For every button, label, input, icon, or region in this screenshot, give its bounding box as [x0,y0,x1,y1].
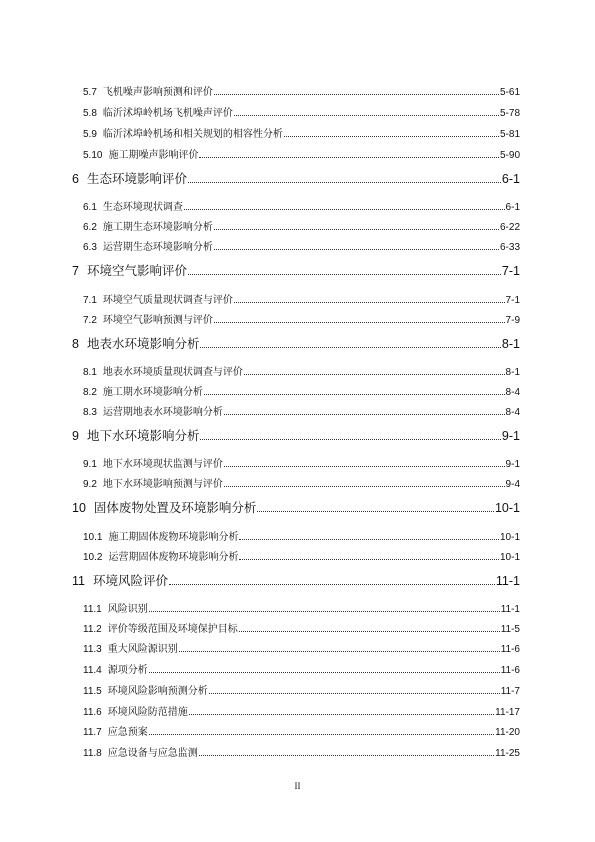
dot-leader [214,248,499,250]
page-reference: 5-90 [499,150,520,161]
dot-leader [199,754,494,756]
page-reference: 8-1 [501,337,520,351]
toc-chapter-10[interactable] [72,498,520,518]
page-reference: 11-1 [495,574,520,588]
section-title: 应急设备与应急监测 [107,748,198,759]
toc-entry-11-1[interactable] [83,600,520,616]
section-title: 临沂沭埠岭机场和相关规划的相容性分析 [102,129,283,140]
chapter-title: 固体废物处置及环境影响分析 [93,500,257,515]
section-title: 源项分析 [107,665,148,676]
chapter-title: 环境空气影响评价 [86,263,187,278]
section-title: 环境空气质量现状调查与评价 [102,295,233,306]
dot-leader [214,93,499,95]
chapter-title: 地表水环境影响分析 [86,336,200,351]
dot-leader [284,135,499,137]
toc-entry-10-1[interactable] [83,528,520,544]
dot-leader [204,393,505,395]
toc-entry-5-8[interactable] [83,104,520,120]
chapter-title: 地下水环境影响分析 [86,428,200,443]
toc-chapter-7[interactable] [72,261,520,281]
section-number: 11.4 [83,665,102,676]
page-reference: 11-25 [495,748,520,759]
page-reference: 5-61 [499,87,520,98]
section-number: 11.8 [83,748,102,759]
dot-leader [224,485,505,487]
section-title: 重大风险源识别 [107,644,178,655]
section-number: 5.8 [83,108,97,119]
dot-leader [200,438,500,440]
section-title: 环境空气影响预测与评价 [102,315,213,326]
dot-leader [149,610,500,612]
section-number: 9.1 [83,459,97,470]
section-number: 7.1 [83,295,97,306]
section-title: 运营期地表水环境影响分析 [102,407,223,418]
section-number: 7.2 [83,315,97,326]
section-title: 评价等级范围及环境保护目标 [107,624,238,635]
chapter-number: 8 [72,337,79,351]
section-number: 9.2 [83,479,97,490]
toc-entry-11-4[interactable] [83,661,520,677]
page-reference: 6-1 [501,172,520,186]
dot-leader [244,373,505,375]
section-number: 6.1 [83,202,97,213]
section-number: 11.5 [83,686,102,697]
section-title: 施工期生态环境影响分析 [102,222,213,233]
section-title: 生态环境现状调查 [102,202,183,213]
chapter-number: 10 [72,501,86,515]
section-number: 11.1 [83,604,102,615]
toc-entry-9-1[interactable] [83,455,520,471]
dot-leader [234,114,499,116]
section-number: 11.7 [83,727,102,738]
page-reference: 9-4 [505,479,520,490]
dot-leader [199,156,499,158]
dot-leader [214,321,505,323]
toc-entry-11-5[interactable] [83,682,520,698]
page-reference: 11-5 [500,624,520,635]
section-number: 5.7 [83,87,97,98]
section-number: 5.9 [83,129,97,140]
toc-chapter-8[interactable] [72,334,520,354]
toc-entry-11-7[interactable] [83,723,520,739]
page-footer-number: II [294,781,301,791]
toc-entry-11-6[interactable] [83,703,520,719]
page-reference: 7-1 [505,295,520,306]
toc-entry-6-2[interactable] [83,218,520,234]
page-reference: 9-1 [505,459,520,470]
dot-leader [188,181,501,183]
page-reference: 10-1 [499,552,520,563]
page-reference: 9-1 [501,429,520,443]
toc-entry-11-3[interactable] [83,640,520,656]
dot-leader [224,413,505,415]
section-number: 11.2 [83,624,102,635]
page-reference: 11-17 [495,707,520,718]
chapter-number: 9 [72,429,79,443]
page-reference: 7-9 [505,315,520,326]
page-reference: 10-1 [499,532,520,543]
chapter-title: 环境风险评价 [92,573,168,588]
chapter-title: 生态环境影响评价 [86,171,187,186]
section-number: 10.2 [83,552,103,563]
section-title: 运营期生态环境影响分析 [102,242,213,253]
section-number: 8.1 [83,367,97,378]
section-title: 地表水环境质量现状调查与评价 [102,367,243,378]
section-title: 运营期固体废物环境影响分析 [108,552,239,563]
dot-leader [224,465,505,467]
toc-entry-5-10[interactable] [83,146,520,162]
dot-leader [184,208,505,210]
toc-entry-7-1[interactable] [83,291,520,307]
dot-leader [179,650,500,652]
section-title: 环境风险防范措施 [107,707,188,718]
page-reference: 7-1 [501,264,520,278]
dot-leader [239,538,499,540]
page-reference: 11-7 [500,686,520,697]
toc-entry-7-2[interactable] [83,311,520,327]
section-title: 地下水环境影响预测与评价 [102,479,223,490]
dot-leader [239,630,500,632]
page-reference: 11-6 [500,644,520,655]
section-title: 环境风险影响预测分析 [107,686,208,697]
dot-leader [214,228,499,230]
toc-entry-5-7[interactable] [83,83,520,99]
page-reference: 10-1 [494,501,520,515]
section-number: 8.3 [83,407,97,418]
section-title: 施工期水环境影响分析 [102,387,203,398]
toc-entry-8-1[interactable] [83,363,520,379]
chapter-number: 11 [72,574,85,588]
page-reference: 6-33 [499,242,520,253]
chapter-number: 7 [72,264,79,278]
toc-entry-5-9[interactable] [83,125,520,141]
toc-chapter-9[interactable] [72,426,520,446]
chapter-number: 6 [72,172,79,186]
dot-leader [257,510,494,512]
section-title: 施工期固体废物环境影响分析 [108,532,239,543]
dot-leader [149,671,500,673]
section-number: 10.1 [83,532,103,543]
section-title: 应急预案 [107,727,148,738]
section-number: 5.10 [83,150,103,161]
toc-entry-8-2[interactable] [83,383,520,399]
section-number: 11.3 [83,644,102,655]
toc-chapter-6[interactable] [72,169,520,189]
section-title: 地下水环境现状监测与评价 [102,459,223,470]
page-reference: 5-81 [499,129,520,140]
page-reference: 11-1 [500,604,520,615]
section-number: 11.6 [83,707,102,718]
section-title: 施工期噪声影响评价 [108,150,199,161]
toc-entry-6-1[interactable] [83,198,520,214]
dot-leader [234,301,505,303]
section-number: 6.3 [83,242,97,253]
page-reference: 11-20 [495,727,520,738]
toc-entry-11-2[interactable] [83,620,520,636]
toc-entry-8-3[interactable] [83,403,520,419]
page-reference: 8-1 [505,367,520,378]
section-title: 飞机噪声影响预测和评价 [102,87,213,98]
section-number: 6.2 [83,222,97,233]
dot-leader [189,713,494,715]
page-reference: 8-4 [505,407,520,418]
page-reference: 6-1 [505,202,520,213]
section-title: 风险识别 [107,604,148,615]
dot-leader [200,346,500,348]
toc-entry-6-3[interactable] [83,238,520,254]
page-reference: 8-4 [505,387,520,398]
page-reference: 5-78 [499,108,520,119]
page-reference: 11-6 [500,665,520,676]
dot-leader [188,273,501,275]
page-reference: 6-22 [499,222,520,233]
toc-chapter-11[interactable] [72,571,520,591]
dot-leader [209,692,500,694]
dot-leader [149,733,494,735]
section-number: 8.2 [83,387,97,398]
toc-entry-9-2[interactable] [83,475,520,491]
dot-leader [169,583,495,585]
toc-entry-10-2[interactable] [83,548,520,564]
section-title: 临沂沭埠岭机场飞机噪声评价 [102,108,233,119]
toc-entry-11-8[interactable] [83,744,520,760]
dot-leader [239,558,499,560]
